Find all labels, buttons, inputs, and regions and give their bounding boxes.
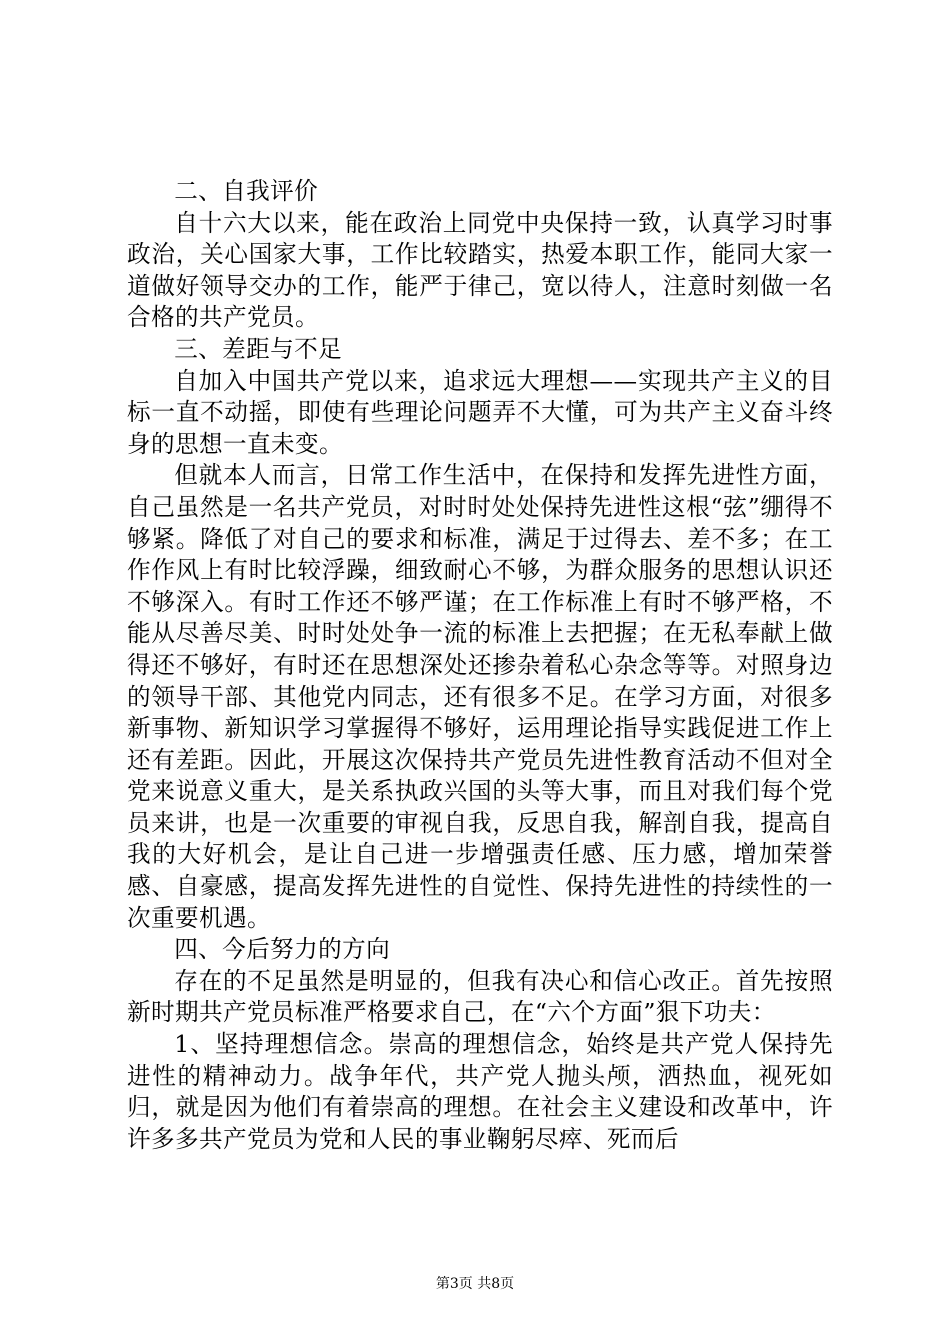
section-heading-future-direction: 四、今后努力的方向 <box>174 935 391 964</box>
paragraph-item-1-ideals: 1、坚持理想信念。崇高的理想信念，始终是共产党人保持先进性的精神动力。战争年代，共产党人抛头颅，洒热血，视死如归，就是因为他们有着崇高的理想。在社会主义建设和改革中，许许多多共产党员为党和人民的事业鞠躬尽瘁、死而后 <box>127 1030 833 1153</box>
paragraph-self-evaluation: 自十六大以来，能在政治上同党中央保持一致，认真学习时事政治，关心国家大事，工作比较踏实，热爱本职工作，能同大家一道做好领导交办的工作，能严于律己，宽以待人，注意时刻做一名合格的共产党员。 <box>127 208 833 332</box>
document-body <box>127 176 833 1155</box>
paragraph-ideals: 自加入中国共产党以来，追求远大理想——实现共产主义的目标一直不动摇，即使有些理论问题弄不大懂，可为共产主义奋斗终身的思想一直未变。 <box>127 366 833 458</box>
paragraph-determination: 存在的不足虽然是明显的，但我有决心和信心改正。首先按照新时期共产党员标准严格要求自己，在“六个方面”狠下功夫： <box>127 966 833 1027</box>
section-heading-self-evaluation: 二、自我评价 <box>174 177 319 205</box>
page-number-footer: 第3页 共8页 <box>435 1276 515 1292</box>
section-heading-gaps: 三、差距与不足 <box>174 334 343 363</box>
paragraph-shortcomings: 但就本人而言，日常工作生活中，在保持和发挥先进性方面，自己虽然是一名共产党员，对时时处处保持先进性这根“弦”绷得不够紧。降低了对自己的要求和标准，满足于过得去、差不多；在工作作风上有时比较浮躁，细致耐心不够，为群众服务的思想认识还不够深入。有时工作还不够严谨；在工作标准上有时不够严格，不能从尽善尽美、时时处处争一流的标准上去把握；在无私奉献上做得还不够好，有时还在思想深处还掺杂着私心杂念等等。对照身边的领导干部、其他党内同志，还有很多不足。在学习方面，对很多新事物、新知识学习掌握得不够好，运用理论指导实践促进工作上还有差距。因此，开展这次保持共产党员先进性教育活动不但对全党来说意义重大，是关系执政兴国的头等大事，而且对我们每个党员来讲，也是一次重要的审视自我，反思自我，解剖自我，提高自我的大好机会，是让自己进一步增强责任感、压力感，增加荣誉感、自豪感，提高发挥先进性的自觉性、保持先进性的持续性的一次重要机遇。 <box>127 461 833 932</box>
